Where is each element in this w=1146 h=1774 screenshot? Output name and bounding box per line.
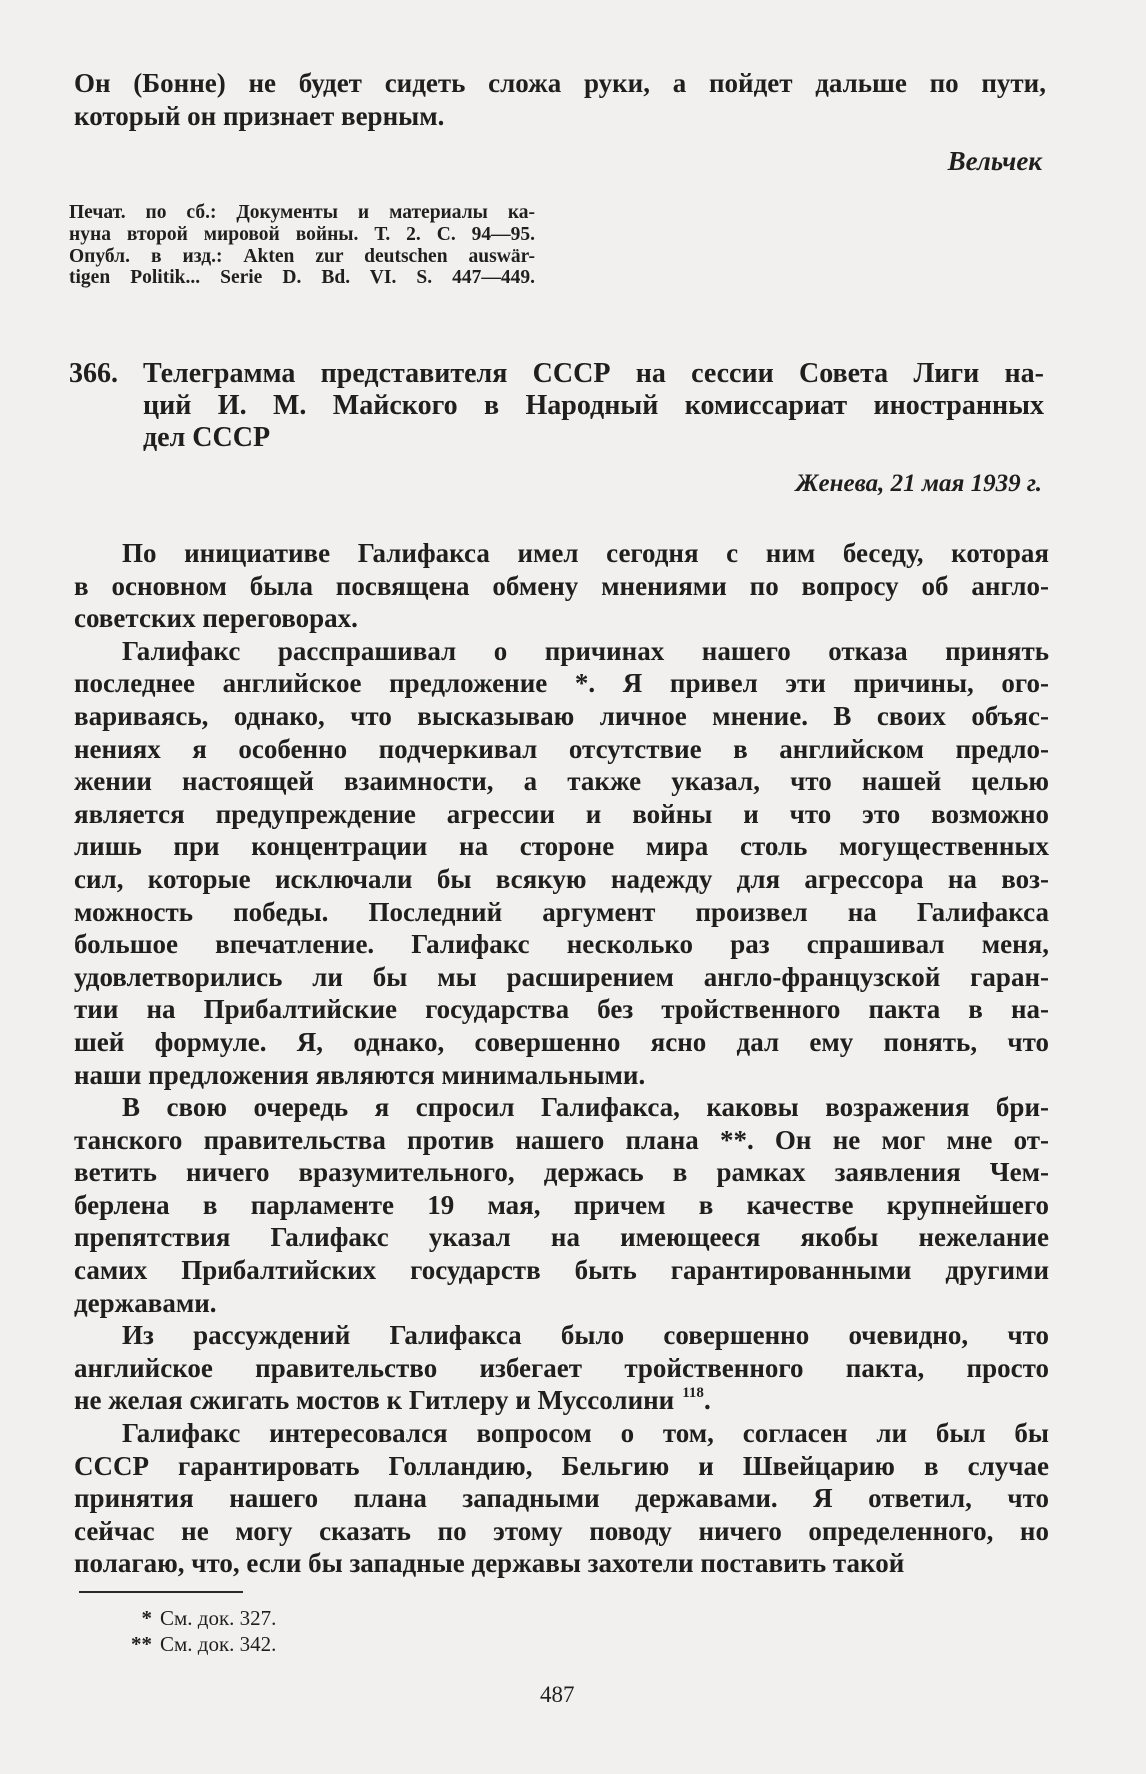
punctuation: . [703, 1385, 711, 1416]
text-line [74, 1319, 1049, 1352]
paragraph [74, 537, 1049, 635]
text-line [74, 1156, 1049, 1189]
line-text: Телеграмма представителя СССР на сессии Совета Лиги на- [143, 358, 1044, 389]
text-line [74, 1384, 1049, 1417]
line-text: английское правительство избегает тройственного пакта, просто [74, 1352, 1049, 1383]
line-text: Печат. по сб.: Документы и материалы ка- [69, 202, 535, 223]
text-line [74, 1254, 1049, 1287]
line-text: последнее английское предложение *. Я привел эти причины, ого- [74, 668, 1049, 699]
footnote-divider [79, 1591, 243, 1593]
line-text: Галифакс расспрашивал о причинах нашего отказа принять [122, 635, 1049, 666]
line-text: наши предложения являются минимальными. [74, 1059, 646, 1090]
text-line [74, 1091, 1049, 1124]
text-line [74, 863, 1049, 896]
line-text: сейчас не могу сказать по этому поводу ничего определенного, но [74, 1515, 1049, 1546]
text-line [69, 202, 535, 224]
text-line [74, 667, 1049, 700]
text-line [74, 67, 1046, 100]
footnote-text: См. док. 327. [160, 1606, 277, 1630]
paragraph [74, 1319, 1049, 1417]
paragraph [74, 1417, 1049, 1580]
line-text: нениях я особенно подчеркивал отсутствие в английском предло- [74, 733, 1049, 764]
line-text: танского правительства против нашего плана **. Он не мог мне от- [74, 1124, 1049, 1155]
intro-continuation [74, 67, 1046, 133]
document-number: 366. [69, 358, 118, 389]
text-line [69, 224, 535, 246]
line-text: державами. [74, 1287, 217, 1318]
line-text: принятия нашего плана западными державами. Я ответил, что [74, 1483, 1049, 1514]
line-text: препятствия Галифакс указал на имеющееся якобы нежелание [74, 1222, 1049, 1253]
line-text: берлена в парламенте 19 мая, причем в качестве крупнейшего [74, 1189, 1049, 1220]
text-line [74, 570, 1049, 603]
line-text: нуна второй мировой войны. Т. 2. С. 94—95. [69, 223, 535, 245]
line-text: Он (Бонне) не будет сидеть сложа руки, а пойдет дальше по пути, [74, 68, 1046, 98]
line-text: Опубл. в изд.: Akten zur deutschen auswär- [69, 245, 535, 267]
page-number: 487 [540, 1682, 575, 1707]
line-text: ций И. М. Майского в Народный комиссариат иностранных [143, 390, 1044, 421]
text-line [69, 246, 535, 268]
text-line [74, 798, 1049, 831]
footnote [100, 1605, 276, 1631]
text-line [74, 896, 1049, 929]
text-line [74, 100, 1046, 133]
footnote-mark: ** [131, 1632, 152, 1656]
text-line [69, 267, 535, 289]
document-body [74, 537, 1049, 1580]
text-line [74, 700, 1049, 733]
line-text: Из рассуждений Галифакса было совершенно очевидно, что [122, 1320, 1049, 1351]
text-line [74, 1547, 1049, 1580]
line-text: вариваясь, однако, что высказываю личное мнение. В своих объяс- [74, 700, 1049, 731]
text-line [74, 928, 1049, 961]
text-line [143, 358, 1044, 390]
text-line [74, 1124, 1049, 1157]
source-note [69, 202, 535, 289]
footnote-text: См. док. 342. [160, 1632, 277, 1656]
line-text: По инициативе Галифакса имел сегодня с ним беседу, которая [122, 538, 1049, 568]
footnote-mark: * [141, 1606, 152, 1630]
line-text: самих Прибалтийских государств быть гарантированными другими [74, 1255, 1049, 1286]
text-line [74, 1482, 1049, 1515]
line-text: сил, которые исключали бы всякую надежду для агрессора на воз- [74, 863, 1049, 894]
text-line [74, 1026, 1049, 1059]
paragraph [74, 635, 1049, 1091]
note-reference: 118 [682, 1385, 704, 1402]
text-line [143, 390, 1044, 422]
line-text: жении настоящей взаимности, а также указал, что нашей целью [74, 766, 1049, 797]
line-text: полагаю, что, если бы западные державы захотели поставить такой [74, 1548, 905, 1579]
text-line [74, 537, 1049, 570]
line-text: ветить ничего вразумительного, держась в рамках заявления Чем- [74, 1157, 1049, 1188]
document-heading [69, 358, 1044, 454]
line-text: Галифакс интересовался вопросом о том, согласен ли был бы [122, 1418, 1049, 1449]
line-text: шей формуле. Я, однако, совершенно ясно дал ему понять, что [74, 1026, 1049, 1057]
line-text: тии на Прибалтийские государства без тройственного пакта в на- [74, 994, 1049, 1025]
line-text: в основном была посвящена обмену мнениями по вопросу об англо- [74, 570, 1049, 601]
text-line [74, 733, 1049, 766]
text-line [74, 1059, 1049, 1092]
line-text: большое впечатление. Галифакс несколько раз спрашивал меня, [74, 929, 1049, 960]
document-title [143, 358, 1044, 454]
line-text: советских переговорах. [74, 603, 358, 634]
line-text: можность победы. Последний аргумент произвел на Галифакса [74, 896, 1049, 927]
line-text: удовлетворились ли бы мы расширением англо-французской гаран- [74, 961, 1049, 992]
dateline: Женева, 21 мая 1939 г. [795, 470, 1042, 497]
text-line [74, 765, 1049, 798]
line-text: не желая сжигать мостов к Гитлеру и Муссолини [74, 1385, 675, 1416]
line-text: лишь при концентрации на стороне мира столь могущественных [74, 831, 1049, 862]
text-line [74, 1417, 1049, 1450]
footnote [100, 1631, 276, 1657]
text-line [74, 1189, 1049, 1222]
text-line [74, 602, 1049, 635]
text-line [74, 1515, 1049, 1548]
text-line [74, 1352, 1049, 1385]
text-line [74, 993, 1049, 1026]
text-line [74, 961, 1049, 994]
line-text: В свою очередь я спросил Галифакса, каковы возражения бри- [122, 1092, 1049, 1123]
line-text: СССР гарантировать Голландию, Бельгию и Швейцарию в случае [74, 1450, 1049, 1481]
line-text: дел СССР [143, 422, 271, 453]
text-line [74, 1287, 1049, 1320]
line-text: является предупреждение агрессии и войны и что это возможно [74, 798, 1049, 829]
line-text: который он признает верным. [74, 101, 445, 131]
text-line [74, 635, 1049, 668]
line-text: tigen Politik... Serie D. Bd. VI. S. 447—449. [69, 267, 535, 289]
text-line [143, 422, 1044, 454]
text-line [74, 1450, 1049, 1483]
signature: Вельчек [947, 146, 1042, 176]
paragraph [74, 1091, 1049, 1319]
text-line [74, 830, 1049, 863]
text-line [74, 1221, 1049, 1254]
footnotes [100, 1605, 276, 1657]
